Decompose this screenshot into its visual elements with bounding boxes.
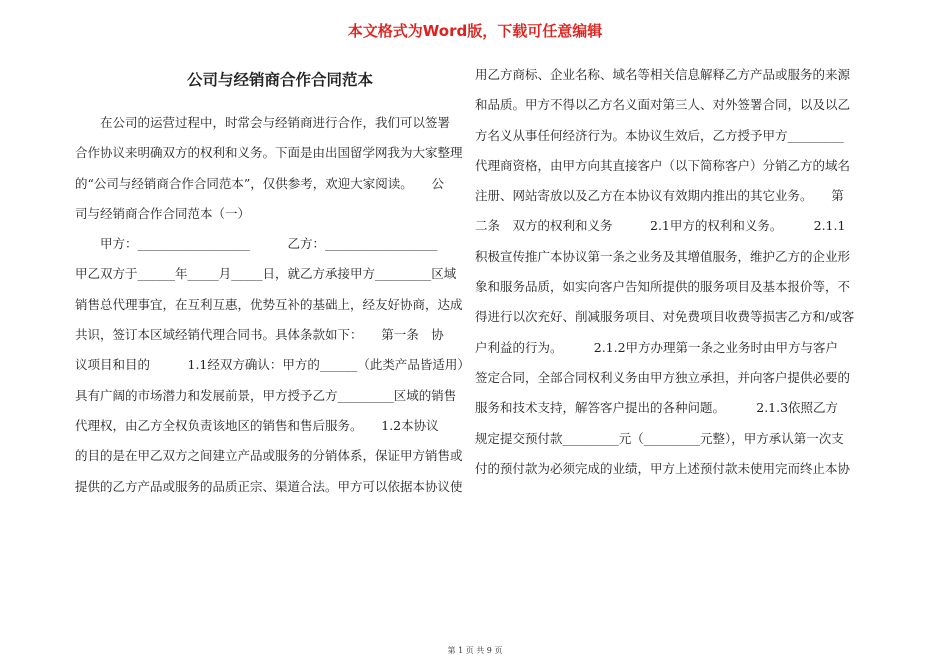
text-line: 得进行以次充好、削减服务项目、对免费项目收费等损害乙方和/或客 [475, 309, 855, 325]
text-line: 议项目和目的 1.1经双方确认：甲方的______（此类产品皆适用） [75, 357, 470, 373]
text-line: 积极宣传推广本协议第一条之业务及其增值服务，维护乙方的企业形 [475, 248, 851, 264]
document-title: 公司与经销商合作合同范本 [186, 71, 373, 89]
text-line: 甲方：__________________ 乙方：__________________ [75, 236, 438, 252]
word-format-banner: 本文格式为Word版，下载可任意编辑 [347, 22, 603, 40]
text-line: 用乙方商标、企业名称、域名等相关信息解释乙方产品或服务的来源 [475, 67, 851, 82]
text-line: 付的预付款为必须完成的业绩，甲方上述预付款未使用完而终止本协 [475, 460, 851, 476]
text-line: 户利益的行为。 2.1.2甲方办理第一条之业务时由甲方与客户 [475, 339, 839, 355]
text-line: 司与经销商合作合同范本（一） [75, 205, 251, 221]
text-line: 合作协议来明确双方的权利和义务。下面是由出国留学网我为大家整理 [75, 145, 463, 161]
text-line: 方名义从事任何经济行为。本协议生效后，乙方授予甲方_________ [475, 127, 844, 143]
text-line: 销售总代理事宜，在互利互惠，优势互补的基础上，经友好协商，达成 [75, 296, 463, 312]
text-line: 代理商资格，由甲方向其直接客户（以下简称客户）分销乙方的域名 [475, 157, 851, 173]
text-line: 签定合同，全部合同权利义务由甲方独立承担，并向客户提供必要的 [475, 369, 851, 385]
text-line: 提供的乙方产品或服务的品质正宗、渠道合法。甲方可以依据本协议使 [75, 478, 463, 494]
text-line: 共识，签订本区域经销代理合同书。具体条款如下： 第一条 协 [75, 327, 444, 343]
text-line: 代理权，由乙方全权负责该地区的销售和售后服务。 1.2本协议 [75, 417, 439, 433]
right-column [475, 60, 885, 484]
text-line: 二条 双方的权利和义务 2.1甲方的权利和义务。 2.1.1 [475, 218, 846, 234]
text-line: 服务和技术支持，解答客户提出的各种问题。 2.1.3依照乙方 [475, 400, 839, 416]
left-column-text [75, 108, 485, 502]
text-line: 具有广阔的市场潜力和发展前景，甲方授予乙方_________区域的销售 [75, 387, 457, 403]
text-line: 甲乙双方于______年_____月_____日，就乙方承接甲方_________区域 [75, 266, 457, 282]
text-line: 在公司的运营过程中，时常会与经销商进行合作，我们可以签署 [75, 115, 451, 130]
text-line: 和品质。甲方不得以乙方名义面对第三人、对外签署合同，以及以乙 [475, 97, 851, 113]
text-line: 的“公司与经销商合作合同范本”，仅供参考，欢迎大家阅读。 公 [75, 175, 445, 191]
left-column [75, 62, 485, 502]
text-line: 的目的是在甲乙双方之间建立产品或服务的分销体系，保证甲方销售或 [75, 448, 463, 464]
page-number: 第 1 页 共 9 页 [447, 646, 503, 655]
text-line: 规定提交预付款_________元（_________元整），甲方承认第一次支 [475, 430, 844, 446]
text-line: 注册、网站寄放以及乙方在本协议有效期内推出的其它业务。 第 [475, 188, 844, 204]
text-line: 象和服务品质，如实向客户告知所提供的服务项目及基本报价等，不 [475, 279, 851, 295]
